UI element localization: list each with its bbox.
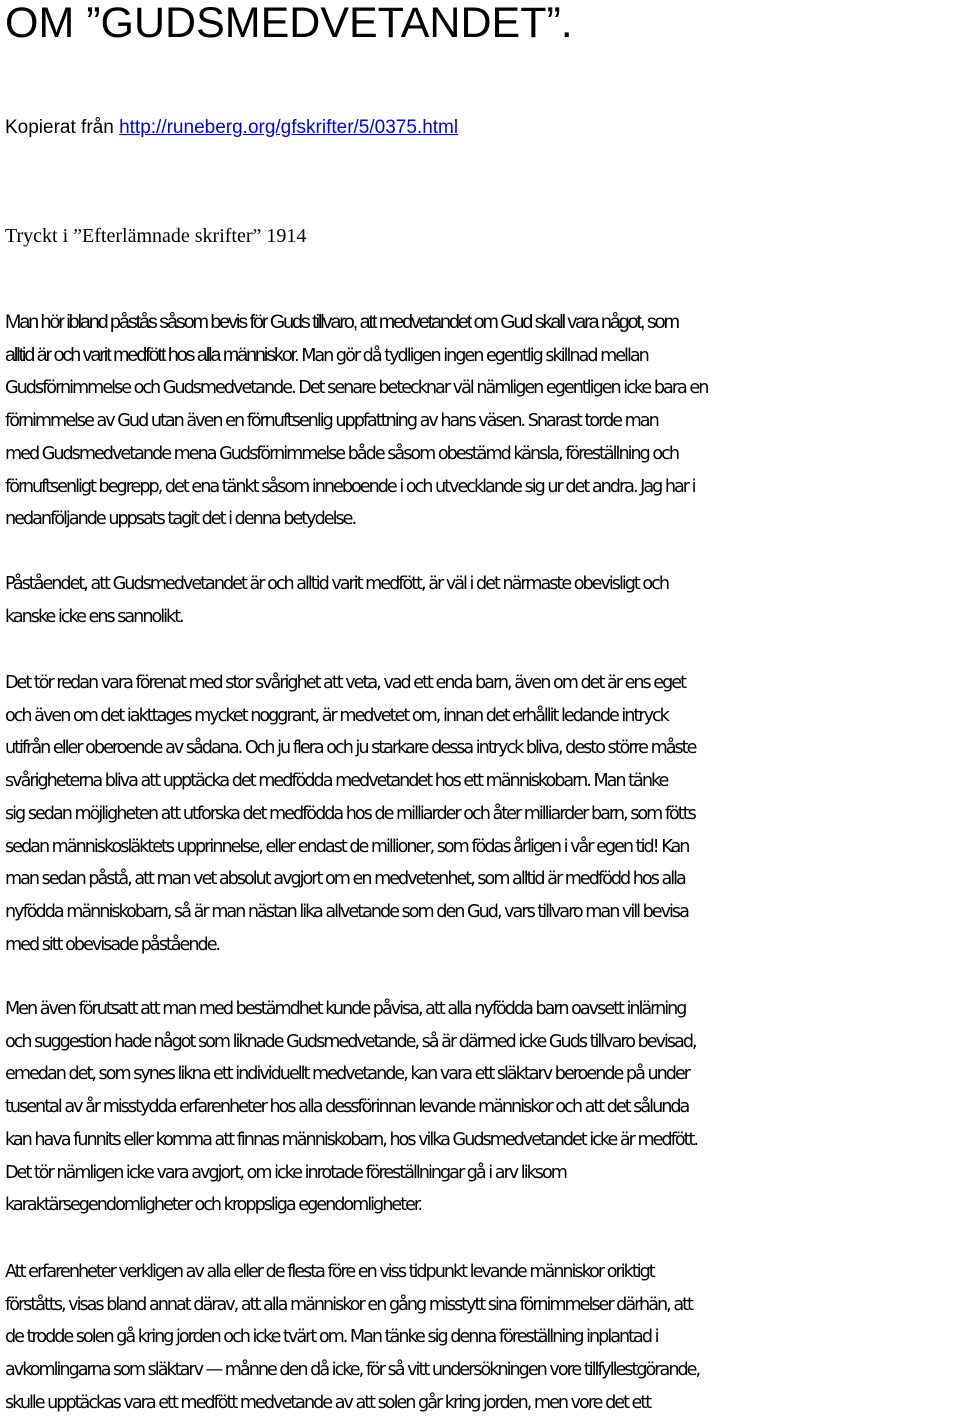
paragraph-line: Att erfarenheter verkligen av alla eller de flesta före en viss tidpunkt levande människor oriktigt <box>5 1262 654 1282</box>
source-prefix: Kopierat från <box>5 117 120 138</box>
paragraph-1 <box>5 306 960 536</box>
paragraph-line: man sedan påstå, att man vet absolut avgjort om en medvetenhet, som alltid är medfödd hos alla <box>5 869 685 890</box>
paragraph-line: utifrån eller oberoende av sådana. Och ju flera och ju starkare dessa intryck bliva, desto större måste <box>5 738 696 759</box>
paragraph-line: tusental av år misstydda erfarenheter hos alla dessförinnan levande människor och att det sålunda <box>5 1097 689 1118</box>
paragraph-line: med sitt obevisade påstående. <box>5 934 220 955</box>
paragraph-line: karaktärsegendomligheter och kroppsliga egendomligheter. <box>5 1195 422 1216</box>
paragraph-3 <box>5 667 960 961</box>
paragraph-line <box>5 339 960 373</box>
paragraph-line: och även om det iakttages mycket noggrant, är medvetet om, innan det erhållit ledande intryck <box>5 705 668 726</box>
paragraph-line: Men även förutsatt att man med bestämdhet kunde påvisa, att alla nyfödda barn oavsett inlärning <box>5 999 686 1019</box>
paragraph-line: förnimmelse av Gud utan även en förnuftsenlig uppfattning av hans väsen. Snarast torde man <box>5 411 658 432</box>
paragraph-line-part: alltid är och varit medfött hos alla människor. <box>5 343 298 366</box>
paragraph-line: sedan människosläktets upprinnelse, eller endast de millioner, som födas årligen i vår egen tid! Kan <box>5 836 689 857</box>
paragraph-line: svårigheterna bliva att upptäcka det medfödda medvetandet hos ett människobarn. Man tänke <box>5 771 668 792</box>
paragraph-line: emedan det, som synes likna ett individuellt medvetande, kan vara ett släktarv beroende på under <box>5 1064 690 1085</box>
paragraph-line-part: Man gör då tydligen ingen egentlig skillnad mellan <box>297 345 648 366</box>
document-title: OM ”GUDSMEDVETANDET”. <box>5 0 573 47</box>
paragraph-line: Gudsförnimmelse och Gudsmedvetande. Det senare betecknar väl nämligen egentligen icke bara en <box>5 378 708 399</box>
paragraph-line: förnuftsenligt begrepp, det ena tänkt såsom inneboende i och utvecklande sig ur det andra. Jag har i <box>5 476 695 497</box>
paragraph-line: nedanföljande uppsats tagit det i denna betydelse. <box>5 509 356 530</box>
paragraph-line: kanske icke ens sannolikt. <box>5 606 183 627</box>
paragraph-line: med Gudsmedvetande mena Gudsförnimmelse både såsom obestämd känsla, föreställning och <box>5 443 678 464</box>
paragraph-line: Det tör nämligen icke vara avgjort, om icke inrotade föreställningar gå i arv liksom <box>5 1162 566 1183</box>
paragraph-line: och suggestion hade något som liknade Gudsmedvetande, så är därmed icke Guds tillvaro bevisad, <box>5 1031 696 1052</box>
paragraph-line: de trodde solen gå kring jorden och icke tvärt om. Man tänke sig denna föreställning inplantad i <box>5 1327 658 1348</box>
paragraph-5 <box>5 1256 960 1420</box>
paragraph-2 <box>5 568 960 633</box>
paragraph-line: sig sedan möjligheten att utforska det medfödda hos de milliarder och åter milliarder barn, som fötts <box>5 803 695 824</box>
printed-in-line: Tryckt i ”Efterlämnade skrifter” 1914 <box>5 225 307 247</box>
source-line <box>5 117 458 139</box>
paragraph-line: Det tör redan vara förenat med stor svårighet att veta, vad ett enda barn, även om det är ens eget <box>5 673 686 693</box>
paragraph-line: avkomlingarna som släktarv — månne den då icke, för så vitt undersökningen vore tillfyllestgörande, <box>5 1360 700 1381</box>
paragraph-4 <box>5 993 960 1222</box>
source-link[interactable]: http://runeberg.org/gfskrifter/5/0375.html <box>119 117 459 138</box>
paragraph-line: förståtts, visas bland annat därav, att alla människor en gång misstytt sina förnimmelser därhän, att <box>5 1294 692 1315</box>
paragraph-line: Påståendet, att Gudsmedvetandet är och alltid varit medfött, är väl i det närmaste obevisligt och <box>5 574 668 594</box>
paragraph-line: nyfödda människobarn, så är man nästan lika allvetande som den Gud, vars tillvaro man vill bevisa <box>5 901 688 922</box>
paragraph-line: Man hör ibland påstås såsom bevis för Guds tillvaro, att medvetandet om Gud skall vara något, som <box>5 311 678 333</box>
paragraph-line: skulle upptäckas vara ett medfött medvetande av att solen går kring jorden, men vore det ett <box>5 1392 651 1413</box>
paragraph-line: kan hava funnits eller komma att finnas människobarn, hos vilka Gudsmedvetandet icke är medfött. <box>5 1129 697 1150</box>
